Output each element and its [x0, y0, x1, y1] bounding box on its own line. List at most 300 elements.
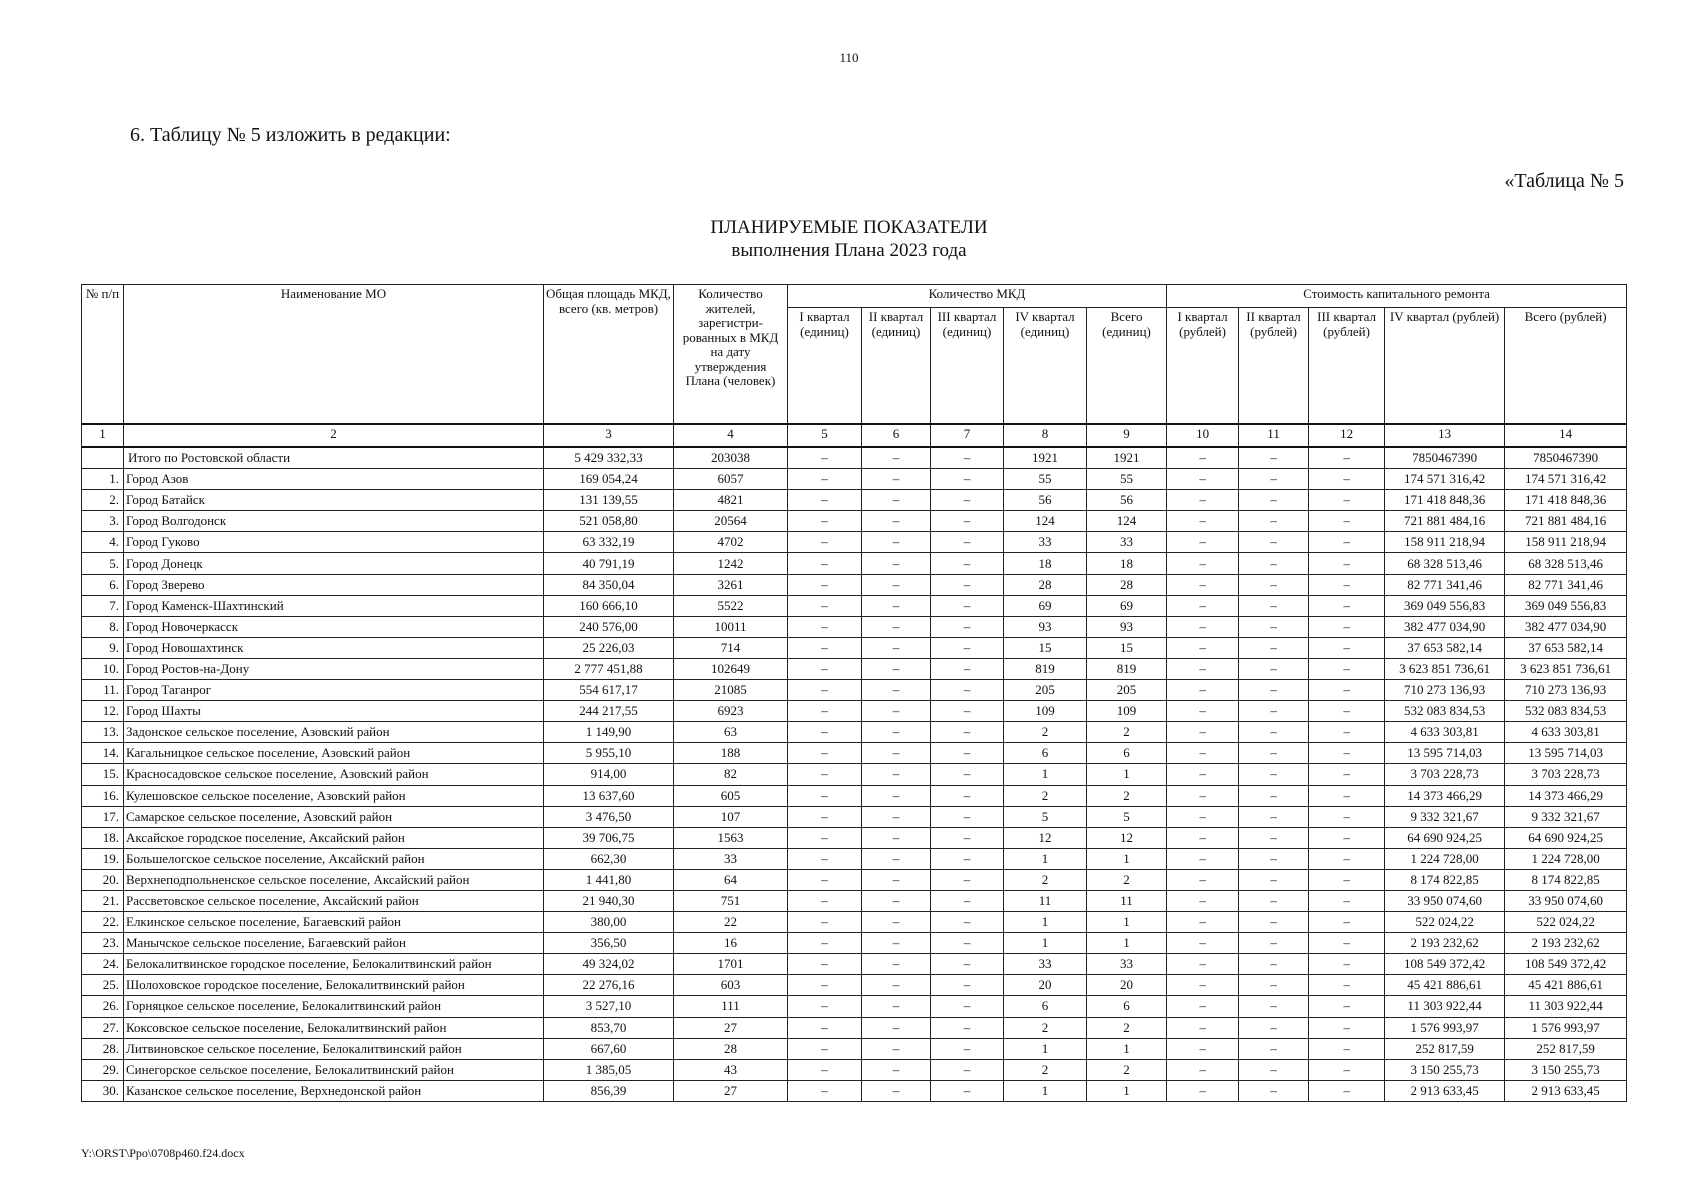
- row-cost-total: 14 373 466,29: [1505, 785, 1627, 806]
- row-cost-q2: –: [1239, 996, 1309, 1017]
- row-mkd-q4: 205: [1004, 680, 1087, 701]
- row-name: Верхнеподпольненское сельское поселение, Аксайский район: [124, 869, 544, 890]
- row-number: 27.: [82, 1017, 124, 1038]
- row-residents: 605: [674, 785, 788, 806]
- row-mkd-total: 124: [1087, 511, 1167, 532]
- table-row: [82, 1059, 1627, 1080]
- row-cost-q4: 3 150 255,73: [1385, 1059, 1505, 1080]
- row-residents: 188: [674, 743, 788, 764]
- row-area: 63 332,19: [544, 532, 674, 553]
- row-cost-total: 3 150 255,73: [1505, 1059, 1627, 1080]
- row-number: 13.: [82, 722, 124, 743]
- row-cost-total: 710 273 136,93: [1505, 680, 1627, 701]
- row-area: 5 955,10: [544, 743, 674, 764]
- row-mkd-q3: –: [931, 532, 1004, 553]
- row-cost-q1: –: [1167, 827, 1239, 848]
- row-cost-q4: 108 549 372,42: [1385, 954, 1505, 975]
- row-cost-q2: –: [1239, 574, 1309, 595]
- row-mkd-q2: –: [862, 912, 931, 933]
- row-number: 28.: [82, 1038, 124, 1059]
- row-name: Город Каменск-Шахтинский: [124, 595, 544, 616]
- row-number: 10.: [82, 658, 124, 679]
- row-cost-q2: –: [1239, 511, 1309, 532]
- header-residents: Количество жителей, зарегистри-рованных в МКД на дату утверждения Плана (человек): [674, 285, 788, 425]
- row-area: 1 385,05: [544, 1059, 674, 1080]
- row-cost-q4: 532 083 834,53: [1385, 701, 1505, 722]
- row-number: 9.: [82, 637, 124, 658]
- row-cost-q3: –: [1309, 912, 1385, 933]
- row-cost-q3: –: [1309, 616, 1385, 637]
- column-number: 14: [1505, 424, 1627, 447]
- row-cost-q4: 158 911 218,94: [1385, 532, 1505, 553]
- table-row: [82, 827, 1627, 848]
- column-number-row: [82, 424, 1627, 447]
- row-mkd-q4: 6: [1004, 996, 1087, 1017]
- total-mkd-q4: 1921: [1004, 447, 1087, 469]
- row-mkd-q2: –: [862, 532, 931, 553]
- column-number: 9: [1087, 424, 1167, 447]
- row-mkd-q1: –: [788, 722, 862, 743]
- row-mkd-q4: 1: [1004, 933, 1087, 954]
- row-cost-q3: –: [1309, 1059, 1385, 1080]
- row-mkd-q3: –: [931, 996, 1004, 1017]
- row-mkd-total: 33: [1087, 532, 1167, 553]
- row-cost-q3: –: [1309, 954, 1385, 975]
- row-area: 39 706,75: [544, 827, 674, 848]
- row-cost-q1: –: [1167, 1038, 1239, 1059]
- row-mkd-q2: –: [862, 996, 931, 1017]
- row-number: 8.: [82, 616, 124, 637]
- row-mkd-q3: –: [931, 848, 1004, 869]
- row-mkd-q3: –: [931, 764, 1004, 785]
- row-mkd-q2: –: [862, 954, 931, 975]
- row-number: 5.: [82, 553, 124, 574]
- row-mkd-q3: –: [931, 912, 1004, 933]
- row-cost-q1: –: [1167, 574, 1239, 595]
- row-name: Город Ростов-на-Дону: [124, 658, 544, 679]
- header-mkd-total: Всего (единиц): [1087, 308, 1167, 425]
- row-cost-q4: 3 623 851 736,61: [1385, 658, 1505, 679]
- row-cost-total: 3 703 228,73: [1505, 764, 1627, 785]
- row-area: 554 617,17: [544, 680, 674, 701]
- row-cost-total: 45 421 886,61: [1505, 975, 1627, 996]
- row-name: Кулешовское сельское поселение, Азовский район: [124, 785, 544, 806]
- row-cost-q3: –: [1309, 827, 1385, 848]
- row-residents: 4702: [674, 532, 788, 553]
- row-cost-q1: –: [1167, 890, 1239, 911]
- row-mkd-total: 6: [1087, 996, 1167, 1017]
- row-cost-total: 68 328 513,46: [1505, 553, 1627, 574]
- row-mkd-q4: 124: [1004, 511, 1087, 532]
- header-cost-q3: III квартал (рублей): [1309, 308, 1385, 425]
- table-row: [82, 1080, 1627, 1101]
- row-mkd-q2: –: [862, 764, 931, 785]
- row-cost-q3: –: [1309, 532, 1385, 553]
- table-row: [82, 806, 1627, 827]
- row-cost-q2: –: [1239, 595, 1309, 616]
- row-mkd-q3: –: [931, 1080, 1004, 1101]
- row-cost-q2: –: [1239, 869, 1309, 890]
- row-cost-q2: –: [1239, 890, 1309, 911]
- row-mkd-total: 15: [1087, 637, 1167, 658]
- row-cost-q1: –: [1167, 637, 1239, 658]
- total-cost-q2: –: [1239, 447, 1309, 469]
- row-residents: 21085: [674, 680, 788, 701]
- row-cost-q1: –: [1167, 912, 1239, 933]
- row-mkd-q2: –: [862, 848, 931, 869]
- row-mkd-q4: 1: [1004, 1080, 1087, 1101]
- row-residents: 10011: [674, 616, 788, 637]
- row-cost-q3: –: [1309, 806, 1385, 827]
- header-num: № п/п: [82, 285, 124, 425]
- row-mkd-q2: –: [862, 722, 931, 743]
- row-cost-q4: 14 373 466,29: [1385, 785, 1505, 806]
- row-mkd-q3: –: [931, 490, 1004, 511]
- row-mkd-q1: –: [788, 680, 862, 701]
- row-cost-q2: –: [1239, 764, 1309, 785]
- row-cost-q1: –: [1167, 469, 1239, 490]
- row-mkd-q4: 6: [1004, 743, 1087, 764]
- row-cost-q2: –: [1239, 1038, 1309, 1059]
- row-mkd-total: 56: [1087, 490, 1167, 511]
- header-mkd-q4: IV квартал (единиц): [1004, 308, 1087, 425]
- row-number: 26.: [82, 996, 124, 1017]
- row-residents: 20564: [674, 511, 788, 532]
- row-cost-q4: 8 174 822,85: [1385, 869, 1505, 890]
- row-mkd-q4: 2: [1004, 1059, 1087, 1080]
- row-number: 16.: [82, 785, 124, 806]
- row-name: Город Батайск: [124, 490, 544, 511]
- row-cost-total: 1 576 993,97: [1505, 1017, 1627, 1038]
- row-mkd-q3: –: [931, 743, 1004, 764]
- row-area: 1 441,80: [544, 869, 674, 890]
- row-mkd-q4: 1: [1004, 912, 1087, 933]
- row-mkd-q3: –: [931, 1038, 1004, 1059]
- row-mkd-q3: –: [931, 680, 1004, 701]
- row-cost-q3: –: [1309, 764, 1385, 785]
- row-cost-q4: 174 571 316,42: [1385, 469, 1505, 490]
- row-area: 49 324,02: [544, 954, 674, 975]
- row-number: 20.: [82, 869, 124, 890]
- row-mkd-q1: –: [788, 848, 862, 869]
- row-cost-q4: 45 421 886,61: [1385, 975, 1505, 996]
- row-cost-q1: –: [1167, 975, 1239, 996]
- row-cost-total: 82 771 341,46: [1505, 574, 1627, 595]
- row-number: 23.: [82, 933, 124, 954]
- row-mkd-q1: –: [788, 785, 862, 806]
- row-mkd-q2: –: [862, 701, 931, 722]
- row-area: 13 637,60: [544, 785, 674, 806]
- row-mkd-q1: –: [788, 1038, 862, 1059]
- row-residents: 751: [674, 890, 788, 911]
- row-cost-q2: –: [1239, 785, 1309, 806]
- row-cost-q1: –: [1167, 553, 1239, 574]
- row-cost-q2: –: [1239, 954, 1309, 975]
- header-mkd-q1: I квартал (единиц): [788, 308, 862, 425]
- row-cost-q3: –: [1309, 933, 1385, 954]
- row-mkd-q1: –: [788, 996, 862, 1017]
- table-row: [82, 996, 1627, 1017]
- row-mkd-total: 1: [1087, 1038, 1167, 1059]
- row-area: 3 476,50: [544, 806, 674, 827]
- row-mkd-q4: 11: [1004, 890, 1087, 911]
- row-cost-q4: 710 273 136,93: [1385, 680, 1505, 701]
- row-mkd-q2: –: [862, 616, 931, 637]
- row-cost-q1: –: [1167, 680, 1239, 701]
- row-area: 21 940,30: [544, 890, 674, 911]
- row-residents: 28: [674, 1038, 788, 1059]
- row-mkd-total: 93: [1087, 616, 1167, 637]
- row-mkd-total: 5: [1087, 806, 1167, 827]
- row-residents: 1242: [674, 553, 788, 574]
- row-cost-q2: –: [1239, 658, 1309, 679]
- row-cost-total: 369 049 556,83: [1505, 595, 1627, 616]
- header-cost-q4: IV квартал (рублей): [1385, 308, 1505, 425]
- row-cost-q2: –: [1239, 680, 1309, 701]
- row-cost-q1: –: [1167, 658, 1239, 679]
- row-mkd-q4: 69: [1004, 595, 1087, 616]
- table-row: [82, 722, 1627, 743]
- row-cost-q1: –: [1167, 848, 1239, 869]
- total-cost-q1: –: [1167, 447, 1239, 469]
- row-name: Синегорское сельское поселение, Белокалитвинский район: [124, 1059, 544, 1080]
- row-area: 667,60: [544, 1038, 674, 1059]
- row-mkd-q4: 93: [1004, 616, 1087, 637]
- row-mkd-q4: 2: [1004, 1017, 1087, 1038]
- row-name: Город Гуково: [124, 532, 544, 553]
- row-mkd-q3: –: [931, 616, 1004, 637]
- table-row: [82, 658, 1627, 679]
- column-number: 12: [1309, 424, 1385, 447]
- row-cost-q3: –: [1309, 848, 1385, 869]
- row-cost-q1: –: [1167, 785, 1239, 806]
- row-mkd-q1: –: [788, 553, 862, 574]
- row-area: 3 527,10: [544, 996, 674, 1017]
- row-mkd-q4: 28: [1004, 574, 1087, 595]
- row-residents: 107: [674, 806, 788, 827]
- row-cost-q2: –: [1239, 532, 1309, 553]
- row-mkd-q4: 12: [1004, 827, 1087, 848]
- row-mkd-q1: –: [788, 764, 862, 785]
- row-cost-q1: –: [1167, 764, 1239, 785]
- row-number: 19.: [82, 848, 124, 869]
- header-cost-total: Всего (рублей): [1505, 308, 1627, 425]
- table-row: [82, 954, 1627, 975]
- row-cost-q3: –: [1309, 722, 1385, 743]
- row-cost-total: 9 332 321,67: [1505, 806, 1627, 827]
- header-area: Общая площадь МКД, всего (кв. метров): [544, 285, 674, 425]
- row-area: 244 217,55: [544, 701, 674, 722]
- row-name: Горняцкое сельское поселение, Белокалитвинский район: [124, 996, 544, 1017]
- row-cost-q2: –: [1239, 490, 1309, 511]
- row-cost-q3: –: [1309, 490, 1385, 511]
- row-mkd-q2: –: [862, 743, 931, 764]
- row-cost-total: 382 477 034,90: [1505, 616, 1627, 637]
- row-cost-q4: 1 576 993,97: [1385, 1017, 1505, 1038]
- row-cost-q4: 369 049 556,83: [1385, 595, 1505, 616]
- row-residents: 27: [674, 1080, 788, 1101]
- row-mkd-q4: 18: [1004, 553, 1087, 574]
- row-mkd-q2: –: [862, 658, 931, 679]
- row-cost-q1: –: [1167, 806, 1239, 827]
- total-row: [82, 447, 1627, 469]
- row-mkd-total: 109: [1087, 701, 1167, 722]
- row-mkd-q2: –: [862, 806, 931, 827]
- row-cost-q4: 522 024,22: [1385, 912, 1505, 933]
- row-cost-q4: 2 193 232,62: [1385, 933, 1505, 954]
- row-mkd-q4: 2: [1004, 869, 1087, 890]
- row-mkd-q3: –: [931, 1017, 1004, 1038]
- row-cost-q3: –: [1309, 595, 1385, 616]
- row-mkd-total: 1: [1087, 933, 1167, 954]
- row-cost-q3: –: [1309, 574, 1385, 595]
- table-row: [82, 553, 1627, 574]
- row-number: 12.: [82, 701, 124, 722]
- row-residents: 4821: [674, 490, 788, 511]
- table-row: [82, 532, 1627, 553]
- row-residents: 43: [674, 1059, 788, 1080]
- row-mkd-q2: –: [862, 933, 931, 954]
- row-cost-total: 13 595 714,03: [1505, 743, 1627, 764]
- row-mkd-q4: 2: [1004, 722, 1087, 743]
- row-name: Красносадовское сельское поселение, Азовский район: [124, 764, 544, 785]
- title-line-1: ПЛАНИРУЕМЫЕ ПОКАЗАТЕЛИ: [710, 217, 988, 238]
- row-number: 21.: [82, 890, 124, 911]
- row-mkd-q1: –: [788, 490, 862, 511]
- row-cost-q4: 82 771 341,46: [1385, 574, 1505, 595]
- column-number: 10: [1167, 424, 1239, 447]
- row-residents: 102649: [674, 658, 788, 679]
- row-mkd-q2: –: [862, 511, 931, 532]
- row-number: 3.: [82, 511, 124, 532]
- row-cost-total: 8 174 822,85: [1505, 869, 1627, 890]
- column-number: 6: [862, 424, 931, 447]
- row-cost-q2: –: [1239, 469, 1309, 490]
- row-mkd-q4: 109: [1004, 701, 1087, 722]
- row-cost-q1: –: [1167, 743, 1239, 764]
- row-cost-q3: –: [1309, 469, 1385, 490]
- total-num: [82, 447, 124, 469]
- row-area: 521 058,80: [544, 511, 674, 532]
- row-mkd-q4: 56: [1004, 490, 1087, 511]
- total-mkd-q2: –: [862, 447, 931, 469]
- row-residents: 714: [674, 637, 788, 658]
- row-residents: 3261: [674, 574, 788, 595]
- row-cost-q3: –: [1309, 1080, 1385, 1101]
- row-name: Литвиновское сельское поселение, Белокалитвинский район: [124, 1038, 544, 1059]
- row-cost-q4: 4 633 303,81: [1385, 722, 1505, 743]
- row-name: Самарское сельское поселение, Азовский район: [124, 806, 544, 827]
- row-residents: 1563: [674, 827, 788, 848]
- row-mkd-total: 69: [1087, 595, 1167, 616]
- row-name: Аксайское городское поселение, Аксайский район: [124, 827, 544, 848]
- row-mkd-q1: –: [788, 532, 862, 553]
- row-name: Город Новошахтинск: [124, 637, 544, 658]
- header-mkd-q2: II квартал (единиц): [862, 308, 931, 425]
- row-mkd-q2: –: [862, 785, 931, 806]
- row-cost-q3: –: [1309, 680, 1385, 701]
- row-mkd-q3: –: [931, 975, 1004, 996]
- column-number: 2: [124, 424, 544, 447]
- row-cost-q2: –: [1239, 806, 1309, 827]
- row-mkd-total: 2: [1087, 722, 1167, 743]
- row-cost-q1: –: [1167, 616, 1239, 637]
- row-cost-q4: 382 477 034,90: [1385, 616, 1505, 637]
- row-cost-q3: –: [1309, 1038, 1385, 1059]
- row-cost-q4: 13 595 714,03: [1385, 743, 1505, 764]
- row-mkd-q1: –: [788, 869, 862, 890]
- row-cost-q2: –: [1239, 912, 1309, 933]
- column-number: 7: [931, 424, 1004, 447]
- table-row: [82, 848, 1627, 869]
- row-number: 4.: [82, 532, 124, 553]
- column-number: 13: [1385, 424, 1505, 447]
- row-mkd-q1: –: [788, 954, 862, 975]
- row-mkd-total: 11: [1087, 890, 1167, 911]
- row-name: Кагальницкое сельское поселение, Азовский район: [124, 743, 544, 764]
- column-number: 1: [82, 424, 124, 447]
- row-mkd-q2: –: [862, 890, 931, 911]
- row-mkd-q3: –: [931, 722, 1004, 743]
- row-mkd-q1: –: [788, 890, 862, 911]
- row-mkd-q3: –: [931, 701, 1004, 722]
- row-area: 662,30: [544, 848, 674, 869]
- row-mkd-total: 20: [1087, 975, 1167, 996]
- row-residents: 6057: [674, 469, 788, 490]
- row-mkd-q4: 33: [1004, 954, 1087, 975]
- header-mkd-q3: III квартал (единиц): [931, 308, 1004, 425]
- table-row: [82, 933, 1627, 954]
- row-number: 1.: [82, 469, 124, 490]
- row-mkd-q1: –: [788, 1080, 862, 1101]
- row-mkd-q1: –: [788, 595, 862, 616]
- row-cost-total: 174 571 316,42: [1505, 469, 1627, 490]
- row-cost-q1: –: [1167, 511, 1239, 532]
- total-area: 5 429 332,33: [544, 447, 674, 469]
- row-name: Город Зверево: [124, 574, 544, 595]
- row-cost-q4: 11 303 922,44: [1385, 996, 1505, 1017]
- row-name: Манычское сельское поселение, Багаевский район: [124, 933, 544, 954]
- row-area: 240 576,00: [544, 616, 674, 637]
- row-mkd-total: 55: [1087, 469, 1167, 490]
- row-residents: 82: [674, 764, 788, 785]
- row-cost-q1: –: [1167, 490, 1239, 511]
- row-cost-q4: 2 913 633,45: [1385, 1080, 1505, 1101]
- row-mkd-total: 1: [1087, 1080, 1167, 1101]
- row-cost-total: 252 817,59: [1505, 1038, 1627, 1059]
- row-mkd-q1: –: [788, 701, 862, 722]
- row-mkd-q4: 55: [1004, 469, 1087, 490]
- row-cost-q2: –: [1239, 637, 1309, 658]
- column-number: 8: [1004, 424, 1087, 447]
- row-number: 30.: [82, 1080, 124, 1101]
- row-mkd-q4: 2: [1004, 785, 1087, 806]
- header-cost-group: Стоимость капитального ремонта: [1167, 285, 1627, 308]
- row-cost-q3: –: [1309, 785, 1385, 806]
- table-tag: «Таблица № 5: [1504, 170, 1624, 192]
- row-cost-q2: –: [1239, 743, 1309, 764]
- row-mkd-q1: –: [788, 912, 862, 933]
- row-name: Шолоховское городское поселение, Белокалитвинский район: [124, 975, 544, 996]
- row-cost-q3: –: [1309, 890, 1385, 911]
- column-number: 4: [674, 424, 788, 447]
- row-name: Город Волгодонск: [124, 511, 544, 532]
- row-mkd-q3: –: [931, 469, 1004, 490]
- row-cost-total: 3 623 851 736,61: [1505, 658, 1627, 679]
- row-cost-q3: –: [1309, 637, 1385, 658]
- row-cost-q2: –: [1239, 616, 1309, 637]
- row-cost-q1: –: [1167, 1059, 1239, 1080]
